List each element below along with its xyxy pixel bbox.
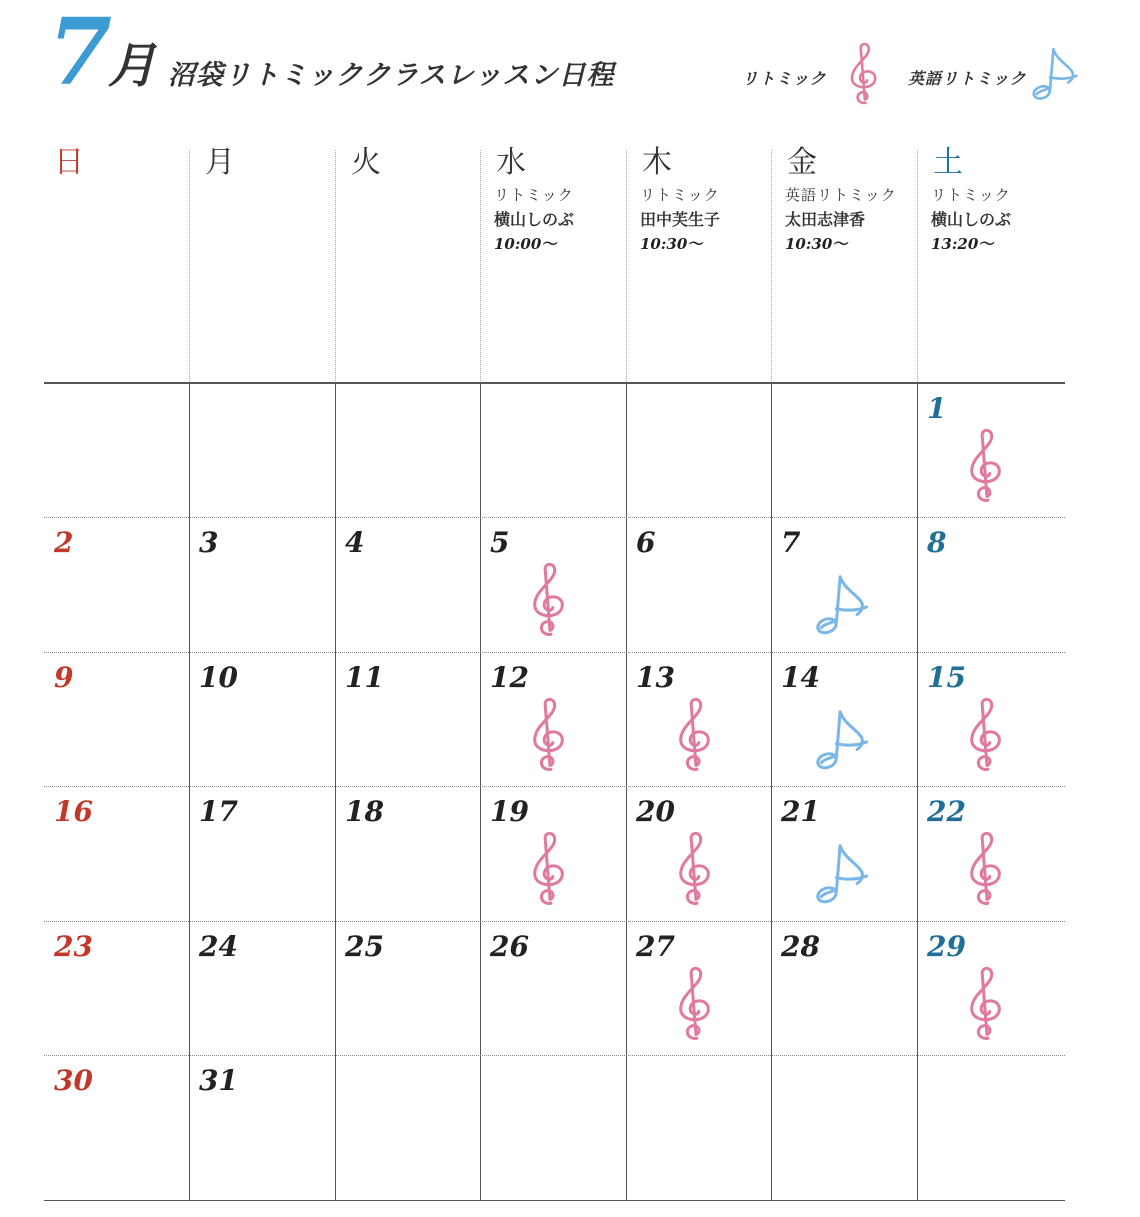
lesson-info (494, 188, 574, 252)
day-number: 5 (490, 526, 510, 559)
weekday-label: 木 (642, 145, 672, 180)
column-divider (335, 150, 336, 383)
weekday-label: 月 (205, 145, 235, 180)
column-divider (480, 150, 481, 383)
lesson-teacher: 太田志津香 (785, 210, 866, 229)
day-number: 25 (345, 930, 384, 963)
day-cell[interactable] (771, 786, 917, 921)
day-number: 17 (199, 795, 238, 828)
treble-clef-icon (967, 828, 1005, 914)
day-cell[interactable] (771, 652, 917, 786)
lesson-time: 13:20～ (931, 235, 994, 253)
column-divider (771, 150, 772, 383)
day-cell[interactable] (480, 517, 626, 652)
day-cell[interactable] (626, 517, 771, 652)
day-cell[interactable] (189, 1055, 335, 1200)
legend-label: 英語リトミック (908, 69, 1027, 88)
day-number: 28 (781, 930, 820, 963)
day-number: 10 (199, 661, 238, 694)
page-title: 沼袋リトミッククラスレッスン日程 (168, 60, 615, 91)
legend-label: リトミック (742, 69, 827, 88)
eighth-note-icon (813, 842, 871, 912)
day-number: 2 (54, 526, 74, 559)
weekday-label: 火 (351, 145, 381, 180)
day-cell[interactable] (44, 786, 189, 921)
day-cell[interactable] (44, 921, 189, 1055)
day-cell[interactable] (44, 1055, 189, 1200)
lesson-type: リトミック (494, 186, 574, 204)
day-cell[interactable] (44, 517, 189, 652)
day-cell[interactable] (480, 652, 626, 786)
day-number: 1 (927, 392, 947, 425)
treble-clef-icon (676, 828, 714, 914)
lesson-time: 10:30～ (640, 235, 703, 253)
day-cell[interactable] (626, 786, 771, 921)
row-divider (44, 382, 1065, 384)
weekday-label: 水 (496, 145, 526, 180)
day-number: 12 (490, 661, 529, 694)
day-number: 3 (199, 526, 219, 559)
day-cell[interactable] (917, 786, 1065, 921)
day-cell[interactable] (917, 517, 1065, 652)
day-number: 11 (345, 661, 384, 694)
day-number: 24 (199, 930, 238, 963)
lesson-info (640, 188, 720, 252)
day-cell[interactable] (917, 383, 1065, 517)
day-cell[interactable] (917, 921, 1065, 1055)
day-number: 20 (636, 795, 675, 828)
column-divider (626, 150, 627, 383)
day-number: 6 (636, 526, 656, 559)
day-number: 7 (781, 526, 801, 559)
day-cell[interactable] (335, 517, 480, 652)
lesson-time: 10:30～ (785, 235, 848, 253)
lesson-type: リトミック (640, 186, 720, 204)
day-number: 4 (345, 526, 365, 559)
day-cell[interactable] (44, 652, 189, 786)
day-cell[interactable] (335, 652, 480, 786)
day-number: 30 (54, 1064, 93, 1097)
day-number: 23 (54, 930, 93, 963)
day-number: 16 (54, 795, 93, 828)
day-cell[interactable] (189, 517, 335, 652)
day-number: 18 (345, 795, 384, 828)
eighth-note-icon (1030, 46, 1080, 108)
treble-clef-icon (967, 425, 1005, 511)
day-cell[interactable] (335, 921, 480, 1055)
day-cell[interactable] (917, 652, 1065, 786)
lesson-type: 英語リトミック (785, 186, 897, 204)
day-number: 8 (927, 526, 947, 559)
treble-clef-icon (530, 559, 568, 645)
day-cell[interactable] (189, 921, 335, 1055)
weekday-label: 日 (54, 145, 84, 180)
day-number: 22 (927, 795, 966, 828)
column-divider (917, 150, 918, 383)
eighth-note-icon (813, 708, 871, 778)
day-cell[interactable] (189, 786, 335, 921)
day-number: 15 (927, 661, 966, 694)
treble-clef-icon (676, 694, 714, 780)
treble-clef-icon (676, 963, 714, 1049)
lesson-info (931, 188, 1011, 252)
day-cell[interactable] (335, 786, 480, 921)
day-number: 9 (54, 661, 74, 694)
day-cell[interactable] (480, 921, 626, 1055)
eighth-note-icon (813, 573, 871, 643)
column-divider (189, 150, 190, 383)
treble-clef-icon (848, 42, 880, 110)
day-number: 21 (781, 795, 820, 828)
weekday-label: 土 (933, 145, 963, 180)
day-cell[interactable] (480, 786, 626, 921)
day-number: 19 (490, 795, 529, 828)
weekday-label: 金 (787, 145, 817, 180)
lesson-teacher: 横山しのぶ (494, 210, 575, 229)
row-divider (44, 1200, 1065, 1201)
day-cell[interactable] (189, 652, 335, 786)
lesson-time: 10:00～ (494, 235, 557, 253)
day-cell[interactable] (626, 921, 771, 1055)
day-cell[interactable] (771, 517, 917, 652)
treble-clef-icon (967, 694, 1005, 780)
lesson-info (785, 188, 897, 252)
day-cell[interactable] (771, 921, 917, 1055)
day-number: 14 (781, 661, 820, 694)
day-number: 31 (199, 1064, 238, 1097)
day-number: 13 (636, 661, 675, 694)
lesson-type: リトミック (931, 186, 1011, 204)
day-number: 26 (490, 930, 529, 963)
day-cell[interactable] (626, 652, 771, 786)
treble-clef-icon (530, 828, 568, 914)
lesson-teacher: 田中芙生子 (640, 210, 721, 229)
month-number: 7 (48, 0, 111, 106)
day-number: 29 (927, 930, 966, 963)
month-kanji: 月 (108, 38, 157, 94)
day-number: 27 (636, 930, 675, 963)
treble-clef-icon (530, 694, 568, 780)
treble-clef-icon (967, 963, 1005, 1049)
lesson-teacher: 横山しのぶ (931, 210, 1012, 229)
